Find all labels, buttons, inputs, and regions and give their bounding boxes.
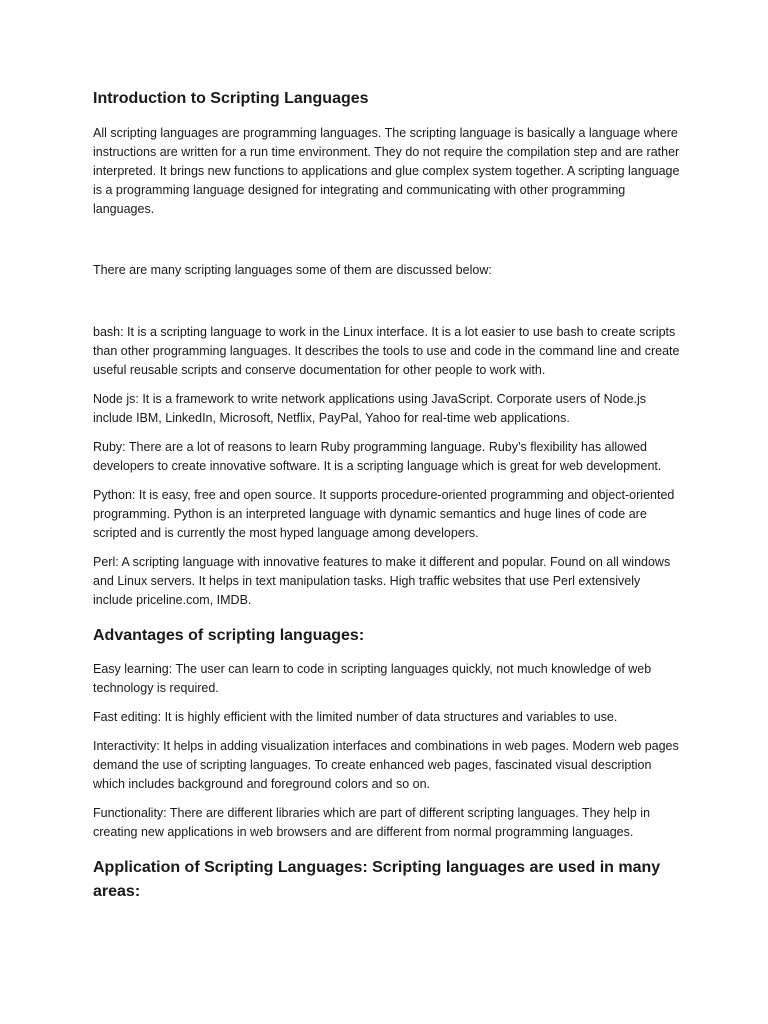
advantage-functionality-paragraph: Functionality: There are different libraries which are part of different scripting languages. They help in creating new applications in web browsers and are different from normal programming languages. [93, 806, 651, 839]
language-bash-paragraph: bash: It is a scripting language to work in the Linux interface. It is a lot easier to use bash to create scripts than other programming languages. It describes the tools to use and code in the command line and create useful reusable scripts and conserve documentation for other people to work with. [93, 325, 680, 377]
document-title: Introduction to Scripting Languages [93, 90, 369, 107]
language-python-paragraph: Python: It is easy, free and open source. It supports procedure-oriented programming and object-oriented programming. Python is an interpreted language with dynamic semantics and huge lines of code are scripted and is currently the most hyped language among developers. [93, 488, 675, 540]
advantage-fast-editing-paragraph: Fast editing: It is highly efficient with the limited number of data structures and variables to use. [93, 710, 618, 724]
document-page [93, 88, 683, 916]
list-intro-paragraph: There are many scripting languages some of them are discussed below: [93, 263, 492, 277]
advantages-heading: Advantages of scripting languages: [93, 627, 365, 644]
language-ruby-paragraph: Ruby: There are a lot of reasons to learn Ruby programming language. Ruby’s flexibility has allowed developers to create innovative software. It is a scripting language which is great for web development. [93, 440, 662, 473]
advantage-easy-learning-paragraph: Easy learning: The user can learn to code in scripting languages quickly, not much knowledge of web technology is required. [93, 662, 652, 695]
language-perl-paragraph: Perl: A scripting language with innovative features to make it different and popular. Found on all windows and Linux servers. It helps in text manipulation tasks. High traffic websites that use Perl extensively include priceline.com, IMDB. [93, 555, 671, 607]
language-nodejs-paragraph: Node js: It is a framework to write network applications using JavaScript. Corporate users of Node.js include IBM, LinkedIn, Microsoft, Netflix, PayPal, Yahoo for real-time web applications. [93, 392, 647, 425]
intro-paragraph: All scripting languages are programming languages. The scripting language is basically a language where instructions are written for a run time environment. They do not require the compilation step and are rather interpreted. It brings new functions to applications and glue complex system together. A scripting language is a programming language designed for integrating and communicating with other programming languages. [93, 126, 680, 216]
applications-heading: Application of Scripting Languages: Scripting languages are used in many areas: [93, 859, 661, 900]
advantage-interactivity-paragraph: Interactivity: It helps in adding visualization interfaces and combinations in web pages. Modern web pages demand the use of scripting languages. To create enhanced web pages, fascinated visual description which includes background and foreground colors and so on. [93, 739, 679, 791]
